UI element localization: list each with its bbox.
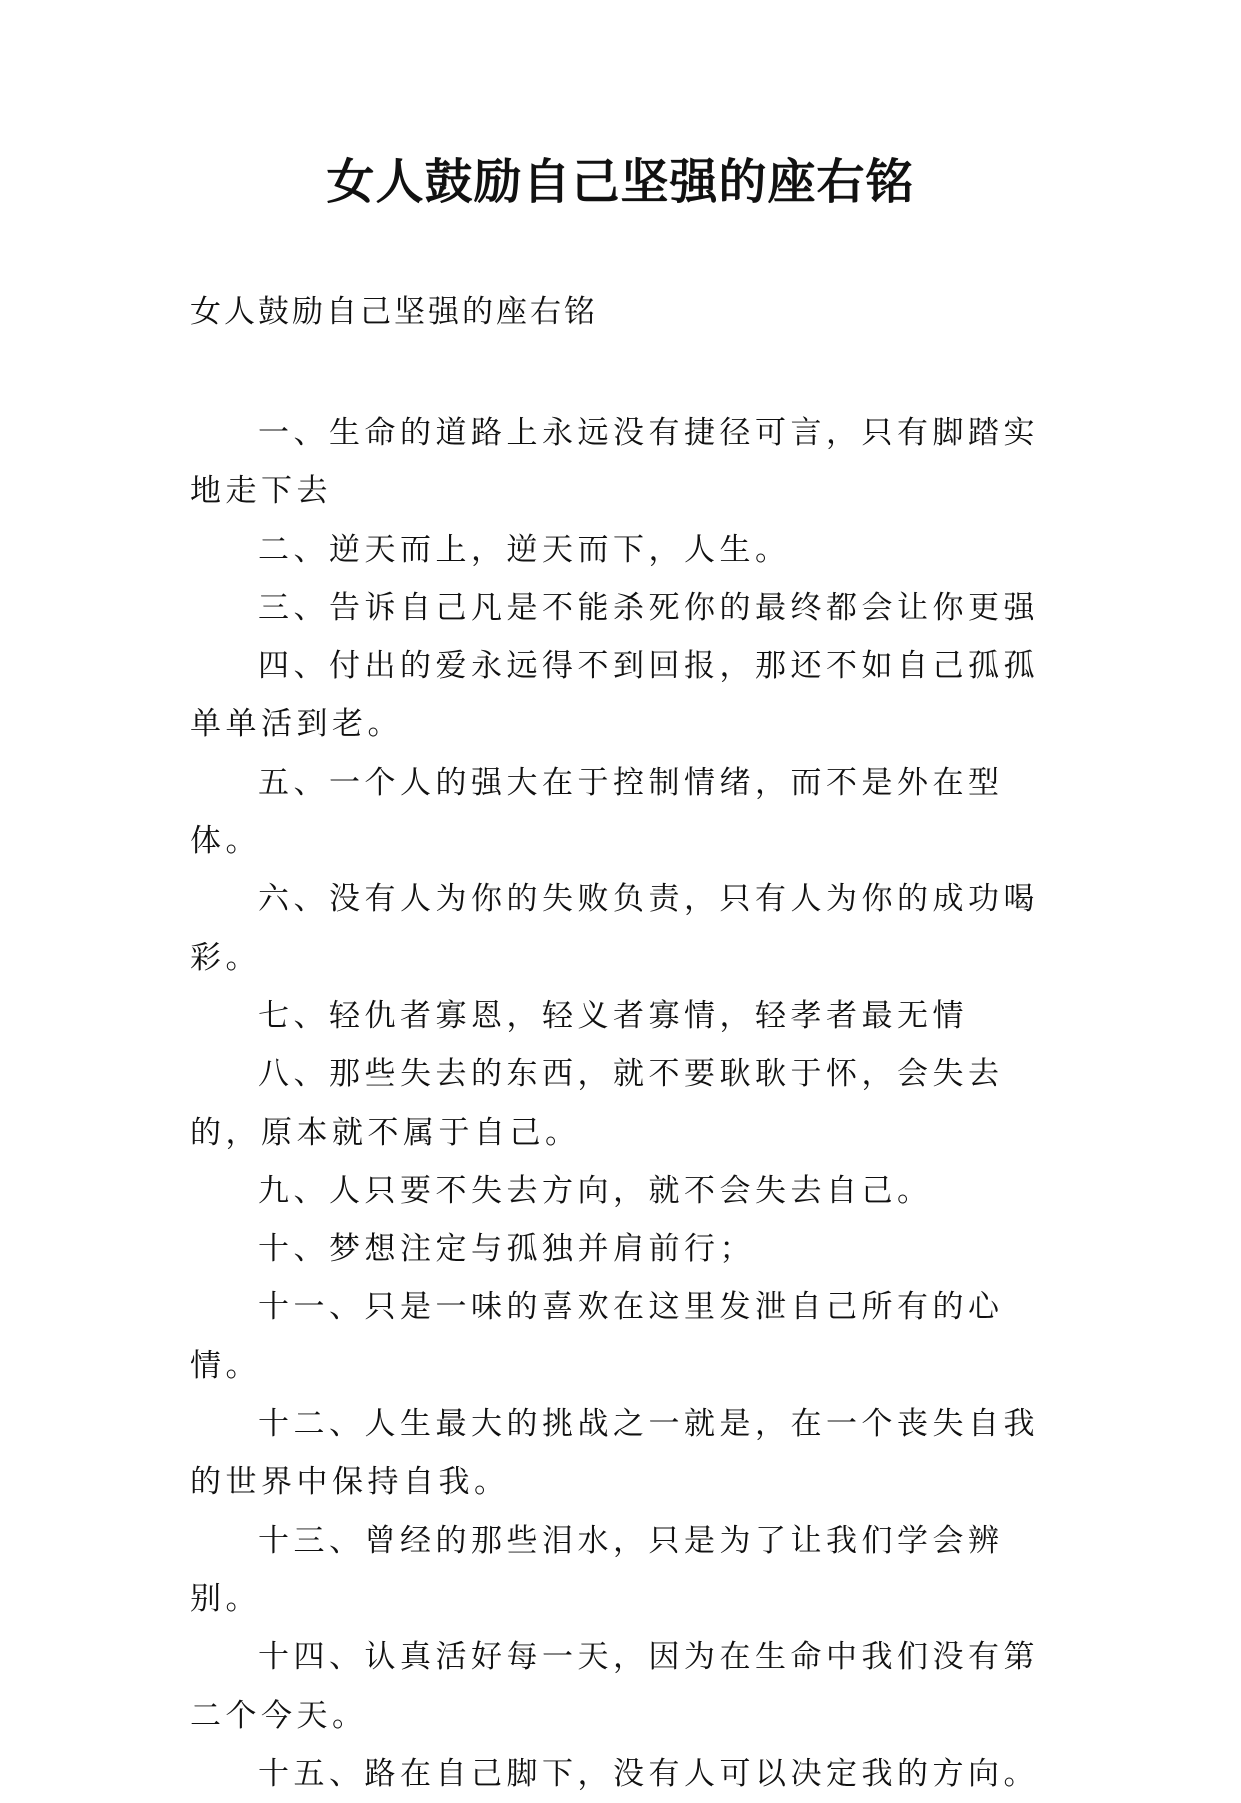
paragraph-13: 十三、曾经的那些泪水，只是为了让我们学会辨别。	[190, 1522, 1004, 1617]
paragraph-6: 六、没有人为你的失败负责，只有人为你的成功喝彩。	[190, 881, 1039, 976]
document-subtitle: 女人鼓励自己坚强的座右铭	[190, 294, 598, 330]
paragraph-15: 十五、路在自己脚下，没有人可以决定我的方向。	[258, 1755, 1039, 1792]
paragraph-12: 十二、人生最大的挑战之一就是，在一个丧失自我的世界中保持自我。	[190, 1406, 1039, 1501]
paragraph-4: 四、付出的爱永远得不到回报，那还不如自己孤孤单单活到老。	[190, 648, 1039, 743]
paragraph-3: 三、告诉自己凡是不能杀死你的最终都会让你更强	[258, 589, 1039, 626]
paragraph-10: 十、梦想注定与孤独并肩前行；	[258, 1231, 755, 1268]
paragraph-11: 十一、只是一味的喜欢在这里发泄自己所有的心情。	[190, 1289, 1004, 1384]
paragraph-2: 二、逆天而上，逆天而下，人生。	[258, 531, 791, 568]
paragraph-9: 九、人只要不失去方向，就不会失去自己。	[258, 1172, 933, 1209]
paragraph-14: 十四、认真活好每一天，因为在生命中我们没有第二个今天。	[190, 1639, 1039, 1734]
paragraph-7: 七、轻仇者寡恩，轻义者寡情，轻孝者最无情	[258, 997, 968, 1034]
paragraph-8: 八、那些失去的东西，就不要耿耿于怀，会失去的，原本就不属于自己。	[190, 1056, 1004, 1151]
paragraph-1: 一、生命的道路上永远没有捷径可言，只有脚踏实地走下去	[190, 415, 1039, 510]
document-title: 女人鼓励自己坚强的座右铭	[326, 154, 915, 210]
paragraph-5: 五、一个人的强大在于控制情绪，而不是外在型体。	[190, 764, 1004, 860]
document-body	[190, 404, 1060, 1803]
